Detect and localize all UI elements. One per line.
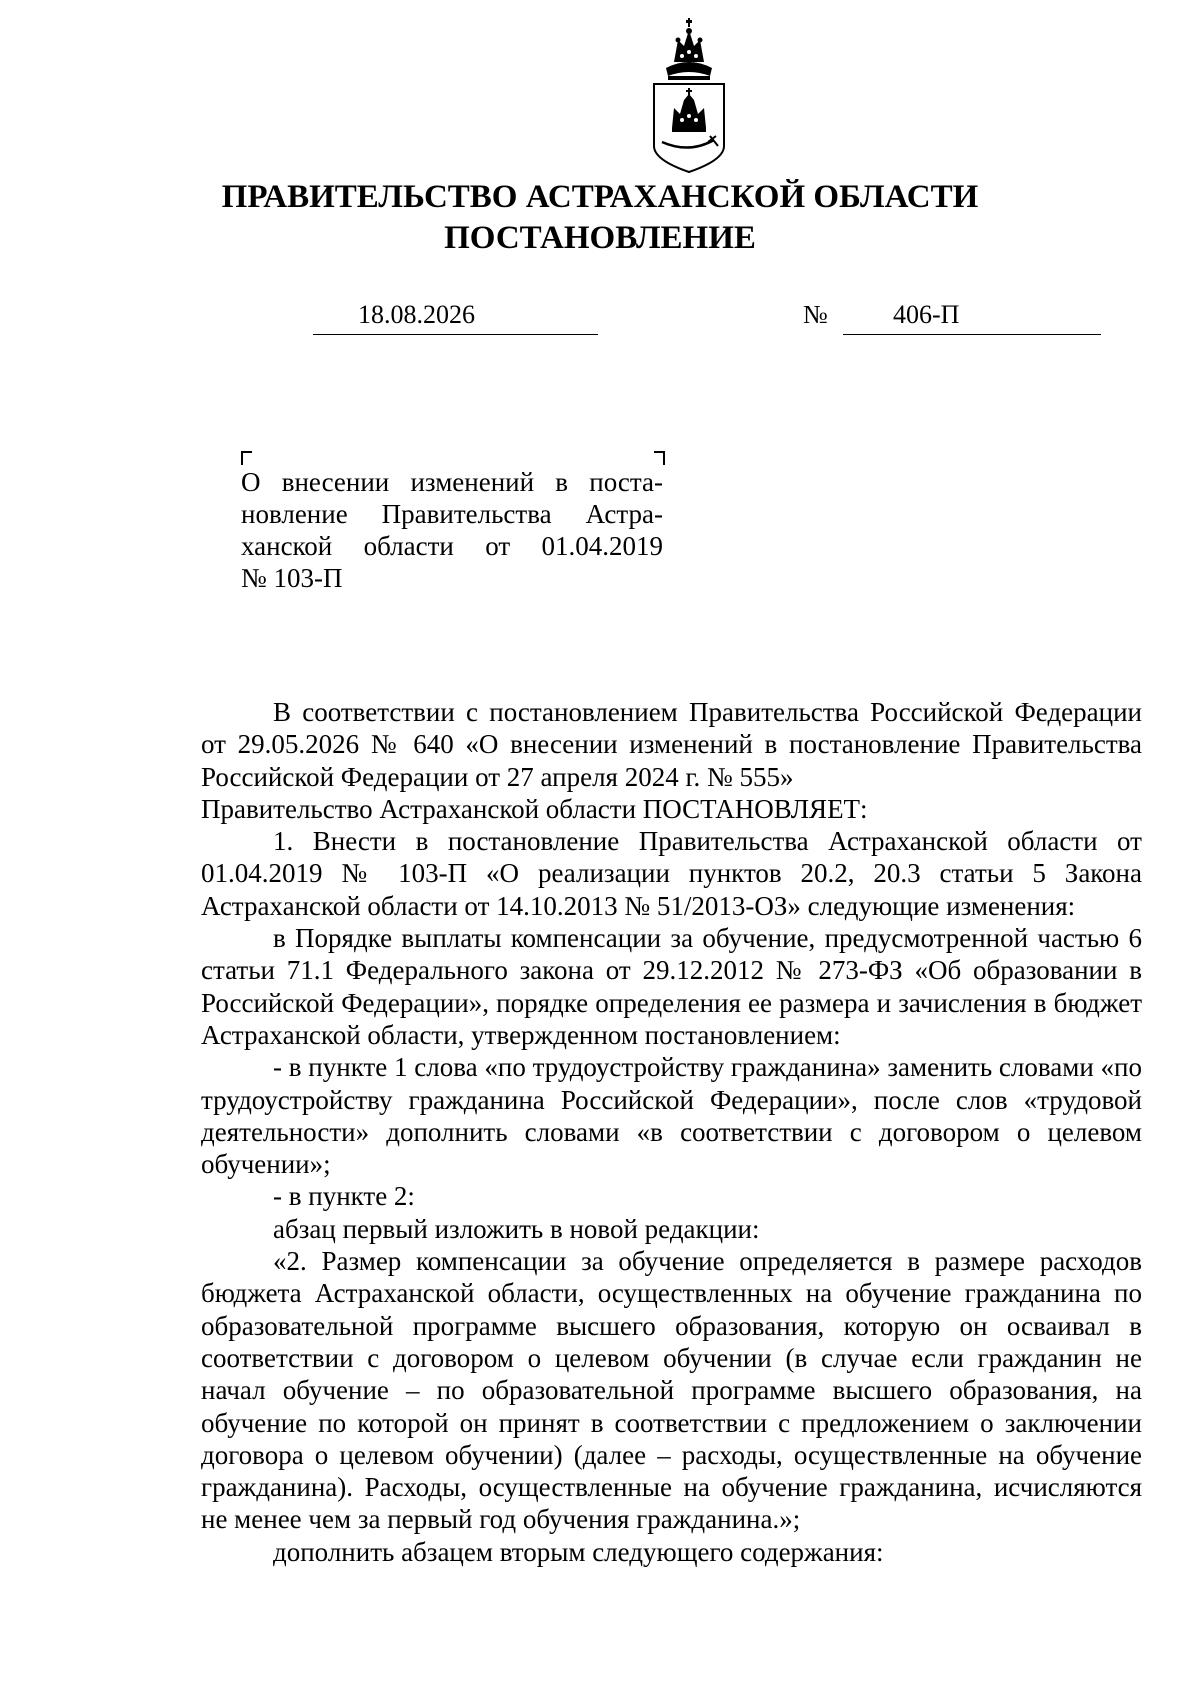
body-paragraph: абзац первый изложить в новой редакции: [273,1213,760,1244]
document-body [201,696,1142,1568]
subject-block [241,466,663,594]
body-paragraph: «2. Размер компенсации за обучение определяется в размере расходов бюджета Астраханской области, осуществленных на обучение гражданина по образовательной программе высшего образования, которую он осваивал в соответствии с договором о целевом обучении (в случае если гражданин не начал обучение – по образовательной программе высшего образования, на обучение по которой он принят в соответствии с предложением о заключении договора о целевом обучении) (далее – расходы, осуществленные на обучение гражданина). Расходы, осуществленные на обучение гражданина, исчисляются не менее чем за первый год обучения гражданина.»; [201,1246,1142,1535]
document-number: 406-П [893,300,960,329]
document-type-title: ПОСТАНОВЛЕНИЕ [444,220,756,256]
body-paragraph: 1. Внести в постановление Правительства Астраханской области от 01.04.2019 № 103-П «О реализации пунктов 20.2, 20.3 статьи 5 Закона Астраханской области от 14.10.2013 № 51/2013-ОЗ» следующие изменения: [201,826,1142,921]
subject-line: ханской области от 01.04.2019 [241,531,663,561]
body-paragraph: - в пункте 2: [273,1181,415,1212]
subject-corner-right [654,451,665,465]
number-field [843,296,1101,335]
body-paragraph: В соответствии с постановлением Правительства Российской Федерации от 29.05.2026 № 640 «О внесении изменений в постановление Правительства Российской Федерации от 27 апреля 2024 г. № 555» [201,697,1142,792]
subject-line: № 103-П [241,563,343,593]
number-sign: № [803,300,828,329]
body-paragraph: - в пункте 1 слова «по трудоустройству гражданина» заменить словами «по трудоустройству гражданина Российской Федерации», после слов «трудовой деятельности» дополнить словами «в соответствии с договором о целевом обучении»; [201,1052,1142,1180]
body-paragraph: дополнить абзацем вторым следующего содержания: [273,1536,884,1567]
document-date: 18.08.2026 [358,300,475,329]
subject-line: О внесении изменений в поста- [241,467,663,497]
date-field [313,296,598,335]
astrakhan-coat-of-arms-emblem [644,18,734,174]
subject-line: новление Правительства Астра- [241,499,663,529]
government-title: ПРАВИТЕЛЬСТВО АСТРАХАНСКОЙ ОБЛАСТИ [221,179,979,215]
body-paragraph: Правительство Астраханской области ПОСТАНОВЛЯЕТ: [201,793,868,824]
body-paragraph: в Порядке выплаты компенсации за обучение, предусмотренной частью 6 статьи 71.1 Федерального закона от 29.12.2012 № 273-ФЗ «Об образовании в Российской Федерации», порядке определения ее размера и зачисления в бюджет Астраханской области, утвержденном постановлением: [201,923,1142,1050]
subject-corner-left [241,451,252,465]
